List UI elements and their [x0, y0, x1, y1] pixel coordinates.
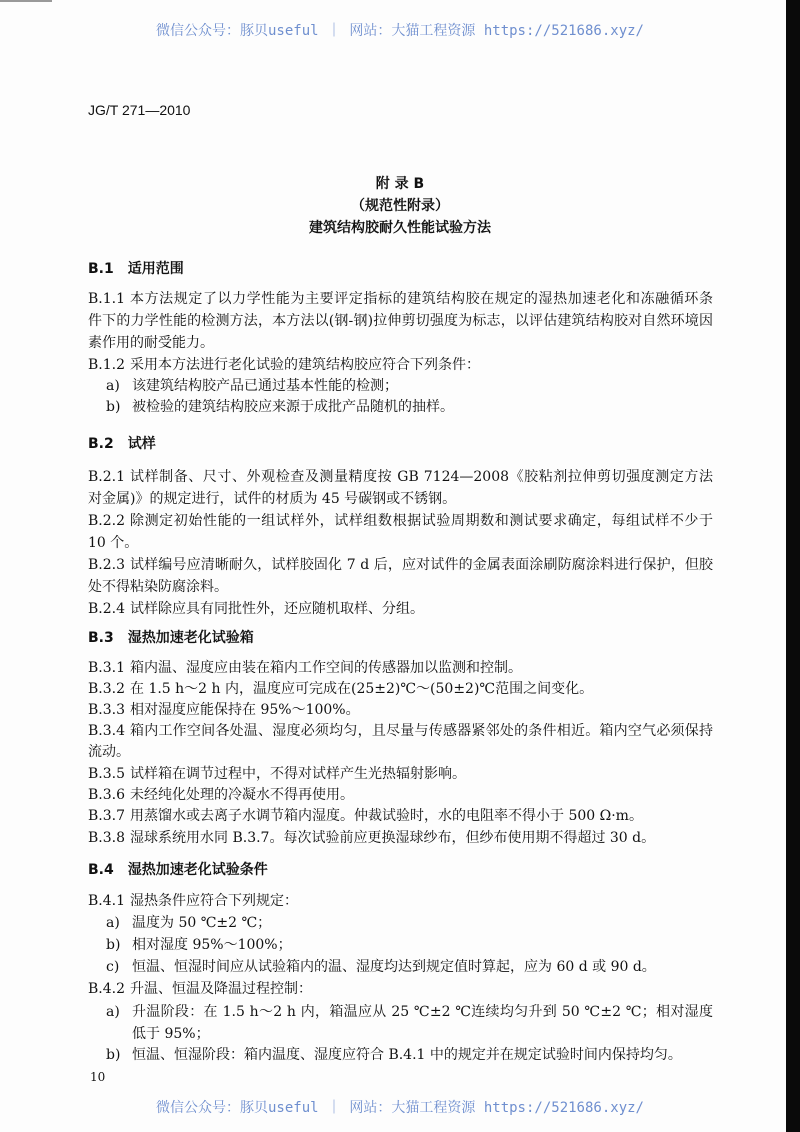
- watermark-top: 微信公众号：豚贝useful ｜ 网站：大猫工程资源 https://521686.xyz/: [155, 23, 644, 39]
- item-text: 相对湿度 95%～100%；: [132, 937, 292, 953]
- clause-number: B.3.7: [88, 808, 126, 824]
- clause-number: B.4.1: [88, 893, 126, 909]
- item-label: a): [106, 378, 120, 394]
- clause-text: 用蒸馏水或去离子水调节箱内湿度。仲裁试验时，水的电阻率不得小于 500 Ω·m。: [130, 808, 643, 824]
- clause-text: 湿热条件应符合下列规定：: [130, 893, 298, 909]
- clause-number: B.3.5: [88, 766, 126, 782]
- clause-number: B.1.2: [88, 357, 126, 373]
- clause-number: B.3.8: [88, 830, 126, 846]
- item-label: c): [106, 959, 120, 975]
- clause-text: 对金属)》的规定进行，试件的材质为 45 号碳钢或不锈钢。: [88, 491, 457, 507]
- scan-edge-shadow: [786, 0, 800, 1132]
- clause-number: B.4.2: [88, 981, 126, 997]
- clause-text: 件下的力学性能的检测方法，本方法以(钢-钢)拉伸剪切强度为标志，以评估建筑结构胶对自然环境因: [88, 313, 713, 329]
- item-text: 升温阶段：在 1.5 h～2 h 内，箱温应从 25 ℃±2 ℃连续均匀升到 50 ℃±2 ℃；相对湿度: [132, 1004, 713, 1020]
- item-label: b): [106, 399, 121, 415]
- clause-text: 试样除应具有同批性外，还应随机取样、分组。: [130, 601, 424, 617]
- clause-text: 相对湿度应能保持在 95%～100%。: [130, 702, 360, 718]
- item-text: 被检验的建筑结构胶应来源于成批产品随机的抽样。: [132, 399, 454, 415]
- clause-number: B.3.1: [88, 660, 126, 676]
- section-heading: B.3 湿热加速老化试验箱: [88, 630, 254, 646]
- clause-text: 箱内温、湿度应由装在箱内工作空间的传感器加以监测和控制。: [130, 660, 522, 676]
- scan-corner-mark: [0, 0, 52, 2]
- clause-text: 素作用的耐受能力。: [88, 335, 214, 351]
- item-text: 恒温、恒湿阶段：箱内温度、湿度应符合 B.4.1 中的规定并在规定试验时间内保持均匀。: [132, 1047, 682, 1063]
- clause-number: B.2.2: [88, 513, 126, 529]
- clause-text: 处不得粘染防腐涂料。: [88, 579, 228, 595]
- clause-number: B.3.4: [88, 723, 126, 739]
- clause-text: 本方法规定了以力学性能为主要评定指标的建筑结构胶在规定的湿热加速老化和冻融循环条: [130, 291, 713, 307]
- watermark-bottom: 微信公众号：豚贝useful ｜ 网站：大猫工程资源 https://521686.xyz/: [155, 1100, 644, 1116]
- clause-text: 试样箱在调节过程中，不得对试样产生光热辐射影响。: [130, 766, 466, 782]
- item-label: a): [106, 1004, 120, 1020]
- clause-text: 试样制备、尺寸、外观检查及测量精度按 GB 7124—2008《胶粘剂拉伸剪切强度测定方法: [130, 469, 713, 485]
- item-text: 恒温、恒湿时间应从试验箱内的温、湿度均达到规定值时算起，应为 60 d 或 90 d。: [132, 959, 656, 975]
- item-text: 低于 95%；: [132, 1026, 210, 1042]
- clause-number: B.3.6: [88, 787, 126, 803]
- clause-text: 除测定初始性能的一组试样外，试样组数根据试验周期数和测试要求确定，每组试样不少于: [130, 513, 713, 529]
- item-label: b): [106, 937, 121, 953]
- clause-text: 10 个。: [88, 535, 139, 551]
- item-text: 该建筑结构胶产品已通过基本性能的检测；: [132, 378, 398, 394]
- standard-code: JG/T 271—2010: [88, 102, 191, 118]
- clause-text: 升温、恒温及降温过程控制：: [130, 981, 312, 997]
- section-heading: B.2 试样: [88, 436, 156, 452]
- page-number: 10: [90, 1070, 106, 1084]
- appendix-type: （规范性附录）: [351, 198, 449, 214]
- clause-number: B.1.1: [88, 291, 126, 307]
- item-label: a): [106, 915, 120, 931]
- clause-text: 未经纯化处理的冷凝水不得再使用。: [130, 787, 354, 803]
- clause-number: B.3.3: [88, 702, 126, 718]
- clause-text: 箱内工作空间各处温、湿度必须均匀，且尽量与传感器紧邻处的条件相近。箱内空气必须保持: [130, 723, 713, 739]
- clause-text: 在 1.5 h～2 h 内，温度应可完成在(25±2)℃～(50±2)℃范围之间变化。: [130, 681, 594, 697]
- appendix-title: 附 录 B: [375, 176, 425, 192]
- item-label: b): [106, 1047, 121, 1063]
- clause-text: 湿球系统用水同 B.3.7。每次试验前应更换湿球纱布，但纱布使用期不得超过 30 d。: [130, 830, 656, 846]
- appendix-name: 建筑结构胶耐久性能试验方法: [309, 220, 491, 236]
- item-text: 温度为 50 ℃±2 ℃；: [132, 915, 272, 931]
- clause-text: 采用本方法进行老化试验的建筑结构胶应符合下列条件：: [130, 357, 480, 373]
- clause-number: B.2.1: [88, 469, 126, 485]
- clause-text: 试样编号应清晰耐久，试样胶固化 7 d 后，应对试件的金属表面涂刷防腐涂料进行保护，但胶: [130, 557, 713, 573]
- clause-number: B.2.4: [88, 601, 126, 617]
- section-heading: B.4 湿热加速老化试验条件: [88, 862, 268, 878]
- section-heading: B.1 适用范围: [88, 261, 184, 277]
- clause-number: B.2.3: [88, 557, 126, 573]
- clause-number: B.3.2: [88, 681, 126, 697]
- clause-text: 流动。: [88, 744, 130, 760]
